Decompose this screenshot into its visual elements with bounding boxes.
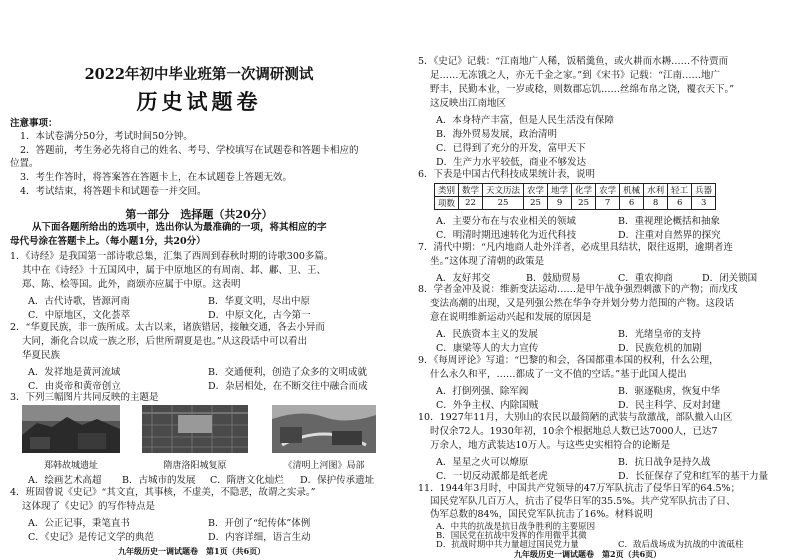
question-9-line: 9．《每周评论》写道：“巴黎的和会，各国都重本国的权利，什么公理， xyxy=(418,355,719,366)
notice-line: 4．考试结束，将答题卡和试题卷一并交回。 xyxy=(20,186,207,197)
table-header-cell: 机械 xyxy=(620,184,644,197)
instruction-line: 母代号涂在答题卡上。（每小题1分，共20分） xyxy=(10,236,206,247)
q8-option-c: C．康梁等人的大力宣传 xyxy=(436,343,539,354)
question-1-line: 其中在《诗经》十五国风中，属于中原地区的有周南、邶、鄘、卫、王、 xyxy=(22,265,327,276)
table-row-label: 项数 xyxy=(435,197,459,210)
q7-option-b: B．鼓励贸易 xyxy=(526,273,581,284)
q6-option-d: D．注重对自然界的探究 xyxy=(618,230,721,241)
table-cell: 8 xyxy=(644,197,668,210)
q10-option-c: C．一切反动派都是纸老虎 xyxy=(436,471,548,482)
q8-option-d: D．民族危机的加剧 xyxy=(618,343,702,354)
q10-option-b: B．抗日战争是持久战 xyxy=(618,457,711,468)
question-5-line: 足……无冻饿之人，亦无千金之家。”到《宋书》记载：“江南……地广 xyxy=(430,70,720,81)
table-header-cell: 农学 xyxy=(524,184,548,197)
question-8-line: 意在说明维新运动兴起和发展的原因是 xyxy=(430,312,592,323)
photo-caption: 隋唐洛阳城复原 xyxy=(163,461,227,471)
q3-option-a: A．绘画艺术高超 xyxy=(28,475,102,486)
page-footer: 九年级历史一调试题卷 第1页（共6页） xyxy=(118,546,266,556)
q7-option-c: C．重农抑商 xyxy=(618,273,673,284)
table-cell: 3 xyxy=(692,197,716,210)
q6-option-b: B．重视理论概括和抽象 xyxy=(618,216,720,227)
q9-option-c: C．外争主权、内除国贼 xyxy=(436,400,539,411)
question-2-line: 2．“华夏民族，非一族所成。太古以来，诸族错居，接触交通，各去小异而 xyxy=(10,322,325,333)
q10-option-d: D．长征保存了党和红军的基干力量 xyxy=(618,471,769,482)
table-header-cell: 农学 xyxy=(596,184,620,197)
table-cell: 7 xyxy=(596,197,620,210)
table-header-row xyxy=(435,184,716,197)
table-header-cell: 类别 xyxy=(435,184,459,197)
question-9-line: 什么永久和平，……都成了一文不值的空话。”基于此国人提出 xyxy=(430,369,687,380)
q9-option-b: B．驱逐鞑虏，恢复中华 xyxy=(618,386,720,397)
ruins-photo xyxy=(22,405,120,453)
q8-option-b: B．光绪皇帝的支持 xyxy=(618,329,701,340)
table-header-cell: 兵器 xyxy=(692,184,716,197)
notice-line: 2．答题前，考生务必先将自己的姓名、考号、学校填写在试题卷和答题卡相应的 xyxy=(20,145,359,156)
q5-option-c: C．已得到了充分的开发，富甲天下 xyxy=(436,143,586,154)
q1-option-c: C．中原地区，文化荟萃 xyxy=(28,310,131,321)
question-5-line: 这反映出江南地区 xyxy=(430,98,507,109)
q9-option-a: A．打倒列强、除军阀 xyxy=(436,386,529,397)
table-header-cell: 数学 xyxy=(459,184,483,197)
q5-option-b: B．海外贸易发展，政治清明 xyxy=(436,129,557,140)
table-cell: 9 xyxy=(548,197,572,210)
notice-line: 3．考生作答时，将答案答在答题卡上，在本试题卷上答题无效。 xyxy=(20,172,293,183)
table-row xyxy=(435,197,716,210)
question-4-line: 4．班固曾说《史记》“其文直，其事核，不虚美，不隐恶，故谓之实录。” xyxy=(10,487,316,498)
table-cell: 22 xyxy=(459,197,483,210)
table-header-cell: 化学 xyxy=(572,184,596,197)
table-cell: 25 xyxy=(524,197,548,210)
q11-option-a: A．中共的抗战是抗日战争胜利的主要原因 xyxy=(436,522,596,532)
table-header-cell: 轻工 xyxy=(668,184,692,197)
question-11-line: 国民党军队几百万人，抗击了侵华日军的35.5%。共产党军队抗击了日、 xyxy=(430,496,736,507)
question-2-line: 大同，渐化合以成一族之形，后世所谓夏是也。”从这段话中可以看出 xyxy=(22,336,308,347)
q1-option-d: D．中原文化，古今第一 xyxy=(208,310,311,321)
q3-option-c: C．隋唐文化灿烂 xyxy=(210,475,284,486)
question-11-line: 伪军总数的84%，国民党军队抗击了16%。材料说明 xyxy=(430,509,653,520)
question-10-line: 10．1927年11月，大别山的农民以最简陋的武装与敌激战，部队撤入山区 xyxy=(418,412,733,423)
q8-option-a: A．民族资本主义的发展 xyxy=(436,329,538,340)
q9-option-d: D．民主科学、反对封建 xyxy=(618,400,721,411)
table-cell: 25 xyxy=(572,197,596,210)
table-cell: 25 xyxy=(483,197,524,210)
instruction-line: 从下面各题所给出的选项中，选出你认为最准确的一项，将其相应的字 xyxy=(32,222,327,233)
q2-option-b: B．交通便利，创造了众多的文明成就 xyxy=(208,367,367,378)
tech-achievement-table xyxy=(434,183,716,210)
q4-option-a: A．公正记事，秉笔直书 xyxy=(28,518,130,529)
city-model-photo xyxy=(142,405,248,453)
exam-subtitle: 历史试题卷 xyxy=(136,89,262,114)
q4-option-b: B．开创了“纪传体”体例 xyxy=(208,518,311,529)
photo-caption: 郑韩故城遗址 xyxy=(43,461,98,471)
question-6-line: 6．下表是中国古代科技成果统计表，说明 xyxy=(418,169,596,180)
q4-option-c: C．《史记》是传记文学的典范 xyxy=(28,532,155,543)
page-footer: 九年级历史一调试题卷 第2页（共6页） xyxy=(514,549,662,559)
notice-line: 1．本试卷满分50分，考试时间50分钟。 xyxy=(20,131,193,142)
exam-title: 2022年初中毕业班第一次调研测试 xyxy=(84,66,314,83)
table-header-cell: 地学 xyxy=(548,184,572,197)
question-5-line: 野丰，民勤本业，一岁或稔，则数郡忘饥……丝绵布帛之饶，覆衣天下。” xyxy=(430,84,735,95)
question-2-line: 华夏民族 xyxy=(22,350,61,361)
notice-heading: 注意事项： xyxy=(10,118,58,129)
part-title: 第一部分 选择题（共20分） xyxy=(125,208,273,221)
q4-option-d: D．内容详细，语言生动 xyxy=(208,532,311,543)
table-header-cell: 天文历法 xyxy=(483,184,524,197)
q5-option-d: D．生产力水平较低，商业不够发达 xyxy=(436,157,587,168)
q1-option-a: A．古代诗歌，皆源河南 xyxy=(28,296,130,307)
question-8-line: 变法高潮的出现，又是列强公然在华争夺并划分势力范围的产物。这段话 xyxy=(430,298,735,309)
q10-option-a: A．星星之火可以燎原 xyxy=(436,457,529,468)
q3-option-d: D．保护传承遗址 xyxy=(300,475,375,486)
q7-option-d: D．闭关锁国 xyxy=(702,273,758,284)
q3-option-b: B．古城市的发展 xyxy=(122,475,196,486)
question-1-line: 1．《诗经》是我国第一部诗歌总集，汇集了西周到春秋时期的诗歌300多篇。 xyxy=(10,251,334,262)
question-5-line: 5．《史记》记载：“江南地广人稀，饭稻羹鱼，或火耕而水耨……不待贾而 xyxy=(418,56,729,67)
table-cell: 6 xyxy=(620,197,644,210)
q11-option-b: B．国民党在抗战中发挥的作用微乎其微 xyxy=(436,531,587,541)
table-header-cell: 水利 xyxy=(644,184,668,197)
photo-caption: 《清明上河图》局部 xyxy=(283,461,365,471)
q6-option-a: A．主要分布在与农业相关的领域 xyxy=(436,216,576,227)
q2-option-c: C．由炎帝和黄帝创立 xyxy=(28,381,121,392)
q5-option-a: A．本身特产丰富，但是人民生活没有保障 xyxy=(436,115,614,126)
question-11-line: 11．1944年3月时，中国共产党领导的47万军队抗击了侵华日军的64.5%； xyxy=(418,483,741,494)
question-7-line: 7．清代中期：“凡内地商人赴外洋者，必成里具结状，限往返期，逾期者连 xyxy=(418,242,733,253)
q2-option-d: D．杂居相处，在不断交往中融合而成 xyxy=(208,381,368,392)
question-3-line: 3．下列三幅图片共同反映的主题是 xyxy=(10,392,159,403)
table-cell: 6 xyxy=(668,197,692,210)
question-4-line: 这体现了《史记》的写作特点是 xyxy=(22,501,156,512)
q6-option-c: C．明清时期迅速转化为近代科技 xyxy=(436,230,577,241)
q11-option-c: C．敌后战场成为抗战的中流砥柱 xyxy=(618,540,744,550)
qingming-painting-photo xyxy=(272,405,376,453)
q11-option-d: D．抗战时期中共力量超过国民党力量 xyxy=(436,540,579,550)
question-8-line: 8．学者金冲及说：维新变法运动……是甲午战争强烈刺激下的产物；而戊戌 xyxy=(418,284,738,295)
q1-option-b: B．华夏文明，尽出中原 xyxy=(208,296,310,307)
notice-line: 位置。 xyxy=(10,158,39,169)
q7-option-a: A．友好邦交 xyxy=(436,273,491,284)
question-1-line: 郑、陈、桧等国。此外，商颂亦应属于中原。这表明 xyxy=(22,279,241,290)
q2-option-a: A．发祥地是黄河流域 xyxy=(28,367,121,378)
question-10-line: 万余人，地方武装达10万人。与这些史实相符合的论断是 xyxy=(430,440,671,451)
question-10-line: 时仅余72人。1930年初，10余个根据地总人数已达7000人，已达7 xyxy=(430,426,718,437)
question-7-line: 坐。”这体现了清朝的政策是 xyxy=(430,256,545,267)
